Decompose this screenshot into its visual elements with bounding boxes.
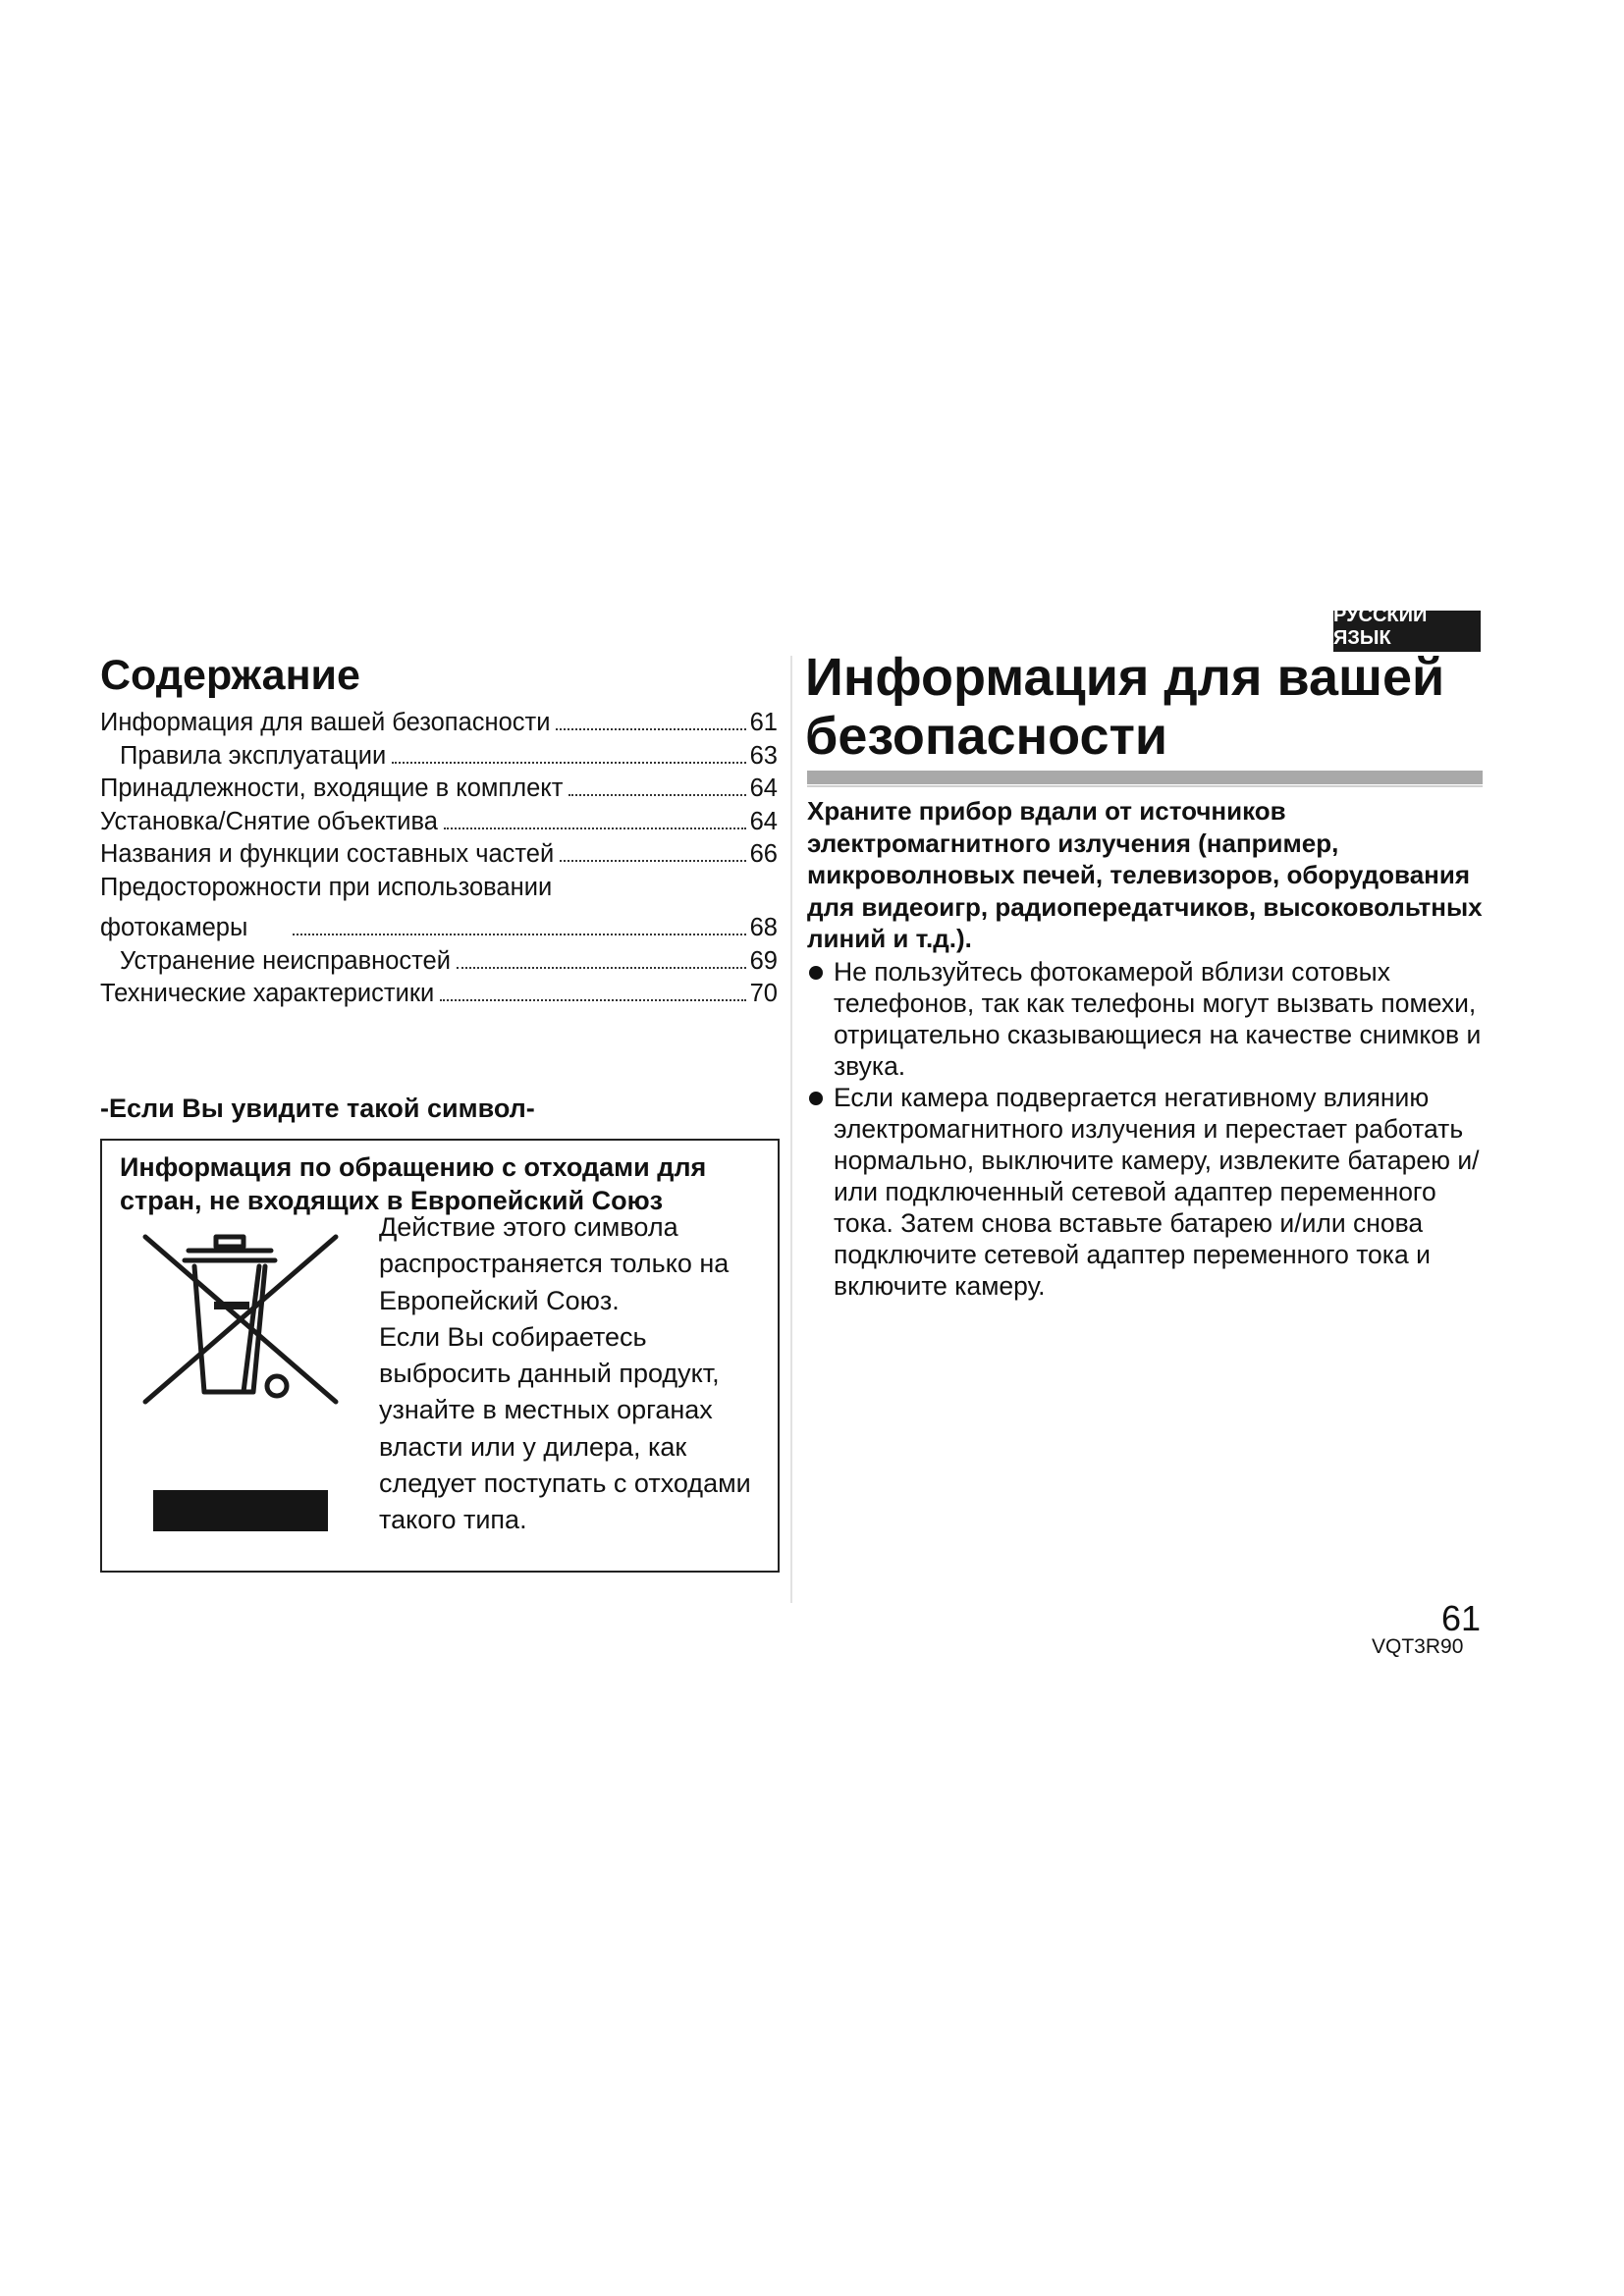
toc-item-text: Правила эксплуатации [120,741,387,770]
toc-item[interactable] [100,740,778,774]
document-code: VQT3R90 [1372,1635,1464,1658]
toc-item[interactable] [100,838,778,872]
crossed-out-wheelie-bin-icon [134,1227,350,1412]
toc-item-page: 70 [749,980,778,1007]
toc-item[interactable] [100,806,778,839]
toc-item-page: 63 [749,741,778,770]
toc-item-text: Установка/Снятие объектива [100,807,438,835]
toc-leader-dots [568,794,745,796]
toc-leader-dots [293,934,745,935]
toc-item-page: 69 [749,946,778,975]
list-item-text: Если камера подвергается негативному влиянию электромагнитного излучения и перестает работать нормально, выключите камеру, извлеките батарею и/или подключенный сетевой адаптер переменного тока. Затем снова вставьте батарею и/или снова подключите сетевой адаптер переменного тока и включите камеру. [834,1083,1480,1301]
box-title: Информация по обращению с отходами для стран, не входящих в Европейский Союз [120,1152,707,1215]
toc-item-text: Предосторожности при использовании [100,873,553,901]
toc-leader-dots [556,728,745,730]
toc-item-text: Информация для вашей безопасности [100,709,551,736]
box-text [379,1209,772,1539]
safety-bullets [807,956,1485,1302]
toc-title: Содержание [100,652,360,699]
toc-item[interactable] [100,945,778,979]
symbol-heading: -Если Вы увидите такой символ- [100,1094,535,1123]
toc-item-page: 64 [749,807,778,835]
toc-item[interactable] [100,978,778,1011]
page-number: 61 [1441,1598,1482,1638]
bullet-icon [809,966,823,980]
table-of-contents [100,707,778,1011]
box-paragraph: Действие этого символа распространяется только на Европейский Союз. [379,1212,730,1315]
toc-item-page: 68 [749,914,778,941]
bullet-icon [809,1092,823,1105]
black-bar [153,1490,328,1531]
waste-disposal-box [100,1139,780,1573]
list-item [807,1082,1485,1302]
toc-item[interactable] [100,912,778,945]
toc-item-page: 66 [749,840,778,868]
toc-item-text: Принадлежности, входящие в комплект [100,774,564,802]
box-paragraph: Если Вы собираетесь выбросить данный продукт, узнайте в местных органах власти или у дилера, как следует поступать с отходами такого типа. [379,1321,751,1535]
language-tag: РУССКИЙ ЯЗЫК [1333,611,1481,652]
column-divider [790,656,792,1603]
list-item-text: Не пользуйтесь фотокамерой вблизи сотовых телефонов, так как телефоны могут вызвать помехи, отрицательно сказывающиеся на качестве снимков и звука. [834,957,1482,1081]
toc-item-text: фотокамеры [100,914,248,941]
toc-item-text: Названия и функции составных частей [100,840,555,868]
toc-leader-dots [457,967,746,969]
page-title: Информация для вашей безопасности [805,648,1445,766]
toc-item-text: Технические характеристики [100,980,435,1007]
toc-item-page: 61 [749,709,778,736]
toc-leader-dots [392,762,745,764]
warning-text: Храните прибор вдали от источников электромагнитного излучения (например, микроволновых печей, телевизоров, оборудования для видеоигр, радиопередатчиков, высоковольтных линий и т.д.). [807,796,1483,953]
toc-leader-dots [440,999,745,1001]
list-item [807,956,1485,1082]
toc-leader-dots [444,828,746,829]
title-underline [807,771,1483,784]
toc-item-text: Устранение неисправностей [120,946,451,975]
title-underline-thin [807,785,1483,787]
toc-item [100,872,778,905]
toc-leader-dots [560,860,745,862]
toc-item[interactable] [100,773,778,806]
toc-item[interactable] [100,707,778,740]
toc-item-page: 64 [749,774,778,802]
